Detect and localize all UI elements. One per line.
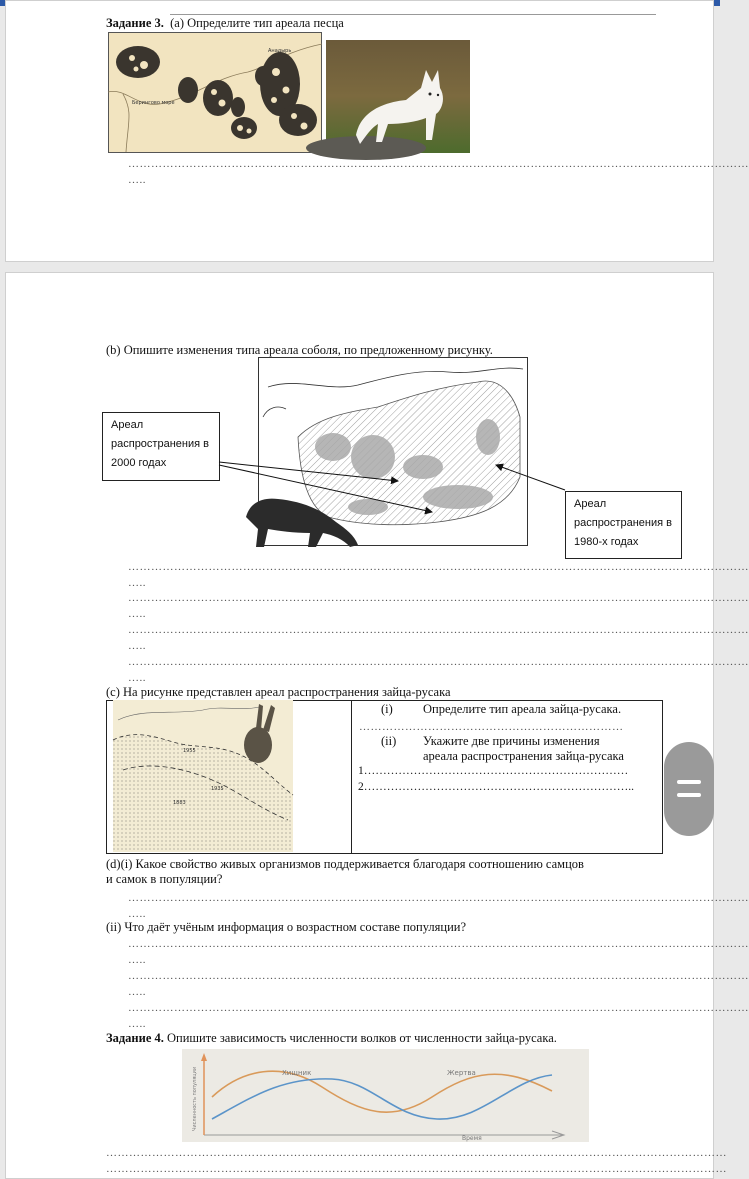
task4-heading [106,1031,557,1046]
part-c-item-i-num: (i) [381,702,393,716]
part-b-answer-line-3: ……………………………………………………………………………………………………………………………………………… [128,624,749,636]
part-b-answer-line-1: ……………………………………………………………………………………………………………………………………………… [128,561,749,573]
graph-y-label: Численность популяции [192,1066,198,1131]
part-d-ii-answer-line-2: ……………………………………………………………………………………………………………………………………………… [128,970,749,982]
callout-range-2000: Ареал распространения в 2000 годах [102,412,220,481]
part-b-answer-line-2: ……………………………………………………………………………………………………………………………………………… [128,592,749,604]
part-c-item-ii-num: (ii) [381,734,397,748]
part-d-ii-answer-line-3: ……………………………………………………………………………………………………………………………………………… [128,1002,749,1014]
graph-label-prey: Жертва [447,1069,476,1077]
part-d-question-ii: (ii) Что даёт учёным информация о возрастном составе популяции? [106,920,467,934]
scroll-handle-button[interactable] [664,742,714,836]
predator-prey-graph [182,1049,589,1142]
map-label-sea: Берингово море [132,100,175,106]
task3-answer-line-end: ….. [128,174,146,186]
part-d-i-answer-end: ….. [128,908,146,920]
part-c-table-divider [351,700,352,854]
part-b-question: (b) Опишите изменения типа ареала соболя, по предложенному рисунку. [106,343,493,357]
callout-range-1980: Ареал распространения в 1980-х годах [565,491,682,559]
part-c-item-ii-line1: Укажите две причины изменения [423,734,600,748]
scroll-handle-line-bottom [677,793,701,797]
part-d-ii-answer-end-3: ….. [128,1018,146,1030]
map-label-anadyr: Анадырь [268,48,292,54]
part-c-answer-2: 2…………………………………………………………….. [358,781,634,793]
part-d-ii-answer-line-1: ……………………………………………………………………………………………………………………………………………… [128,938,749,950]
task4-question: Опишите зависимость численности волков от численности зайца-русака. [167,1031,557,1045]
task4-answer-line-1: ……………………………………………………………………………………………………………………………………………… [106,1147,727,1159]
graph-label-predator: Хищник [282,1069,312,1077]
part-b-answer-end-2: ….. [128,608,146,620]
task4-title: Задание 4. [106,1031,164,1045]
hare-map-year-1935: 1935 [211,786,224,792]
part-b-answer-end-1: ….. [128,577,146,589]
part-d-i-answer-line: ……………………………………………………………………………………………………………………………………………… [128,892,749,904]
part-c-item-i-answer: …………………………………………………………… [359,721,624,733]
task3-question-a: (а) Определите тип ареала песца [170,16,344,30]
task3-title: Задание 3. [106,16,164,30]
part-b-answer-end-3: ….. [128,640,146,652]
part-d-question-i-line2: и самок в популяции? [106,872,223,886]
part-b-answer-end-4: ….. [128,672,146,684]
part-b-answer-line-4: ……………………………………………………………………………………………………………………………………………… [128,656,749,668]
part-c-question: (с) На рисунке представлен ареал распространения зайца-русака [106,685,451,699]
part-d-ii-answer-end-2: ….. [128,986,146,998]
part-d-ii-answer-end-1: ….. [128,954,146,966]
scroll-handle-line-top [677,780,701,784]
hare-map-year-1955: 1955 [183,748,196,754]
part-c-answer-1: 1…………………………………………………………… [358,765,629,777]
part-d-question-i-line1: (d)(i) Какое свойство живых организмов поддерживается благодаря соотношению самцов [106,857,584,871]
part-c-item-ii-line2: ареала распространения зайца-русака [423,749,624,763]
part-c-item-i: Определите тип ареала зайца-русака. [423,702,622,716]
task3-answer-line: ……………………………………………………………………………………………………………………………………………… [128,158,749,170]
hare-range-map [113,700,293,852]
hare-map-year-1883: 1883 [173,800,186,806]
task4-answer-line-2: ……………………………………………………………………………………………………………………………………………… [106,1163,727,1175]
graph-x-label: Время [462,1135,482,1142]
